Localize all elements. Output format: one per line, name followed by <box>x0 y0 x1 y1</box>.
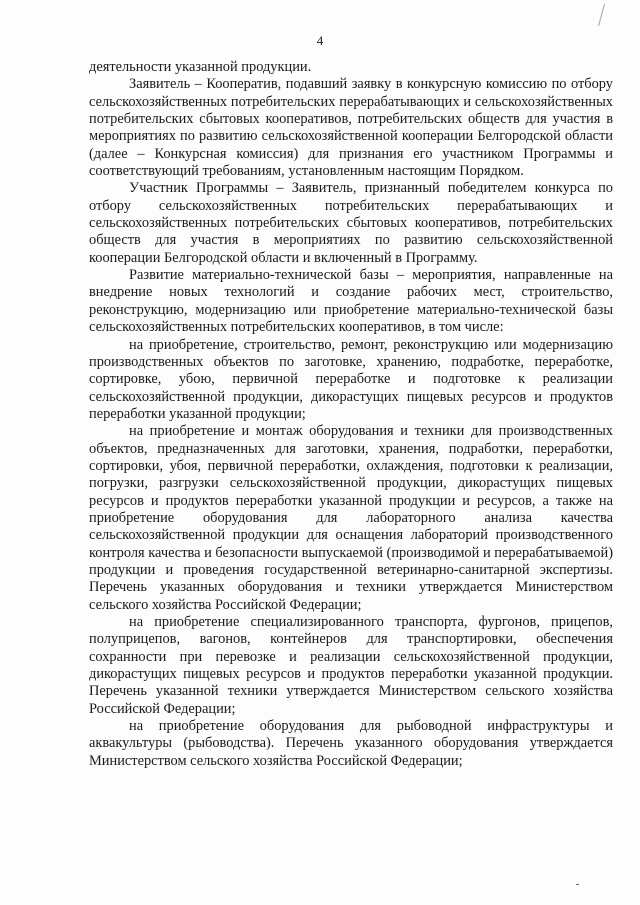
paragraph-continuation: деятельности указанной продукции. <box>89 59 312 75</box>
page-number: 4 <box>316 33 324 48</box>
list-item-transport: на приобретение специализированного транспорта, фургонов, прицепов, полуприцепов, вагонов, контейнеров для транспортировки, обеспечения сохранности при перевозке и реализации сельскохозяйственной продукции, дикорастущих пищевых ресурсов и продуктов переработки указанной продукции. Перечень указанной техники утверждается Министерством сельского хозяйства Российской Федерации; <box>89 614 613 717</box>
list-item-equipment: на приобретение и монтаж оборудования и техники для производственных объектов, предназначенных для заготовки, хранения, подработки, переработки, сортировки, убоя, первичной переработки, охлаждения, подготовки к реализации, погрузки, разгрузки сельскохозяйственной продукции, дикорастущих пищевых ресурсов и продуктов переработки указанной продукции и ресурсов, а также на приобретение оборудования для лабораторного анализа качества сельскохозяйственной продукции для оснащения лабораторий производственного контроля качества и безопасности выпускаемой (производимой и перерабатываемой) продукции и проведения государственной ветеринарно-санитарной экспертизы. Перечень указанных оборудования и техники утверждается Министерством сельского хозяйства Российской Федерации; <box>89 423 613 613</box>
margin-pen-mark <box>598 4 613 26</box>
document-body <box>89 59 613 770</box>
list-item-fish-equipment: на приобретение оборудования для рыбоводной инфраструктуры и аквакультуры (рыбоводства). Перечень указанного оборудования утверждается Министерством сельского хозяйства Российской Федерации; <box>89 718 613 769</box>
paragraph-definition-applicant: Заявитель – Кооператив, подавший заявку в конкурсную комиссию по отбору сельскохозяйственных потребительских перерабатывающих и сельскохозяйственных потребительских сбытовых кооперативов, потребительских обществ для участия в мероприятиях по развитию сельскохозяйственной кооперации Белгородской области (далее – Конкурсная комиссия) для признания его участником Программы и соответствующий требованиям, установленным настоящим Порядком. <box>89 76 613 180</box>
scan-speck <box>576 884 579 885</box>
list-item-construction: на приобретение, строительство, ремонт, реконструкцию или модернизацию производственных объектов по заготовке, хранению, подработке, переработке, сортировке, убою, первичной переработке и подготовке к реализации сельскохозяйственной продукции, дикорастущих пищевых ресурсов и продуктов переработки указанной продукции; <box>89 336 613 422</box>
paragraph-definition-participant: Участник Программы – Заявитель, признанный победителем конкурса по отбору сельскохозяйственных потребительских перерабатывающих и сельскохозяйственных потребительских сбытовых кооперативов, потребительских обществ для участия в мероприятиях по развитию сельскохозяйственной кооперации Белгородской области и включенный в Программу. <box>89 180 613 266</box>
paragraph-definition-material-base: Развитие материально-технической базы – мероприятия, направленные на внедрение новых технологий и создание рабочих мест, строительство, реконструкцию, модернизацию или приобретение материально-технической базы сельскохозяйственных потребительских кооперативов, в том числе: <box>89 267 613 336</box>
